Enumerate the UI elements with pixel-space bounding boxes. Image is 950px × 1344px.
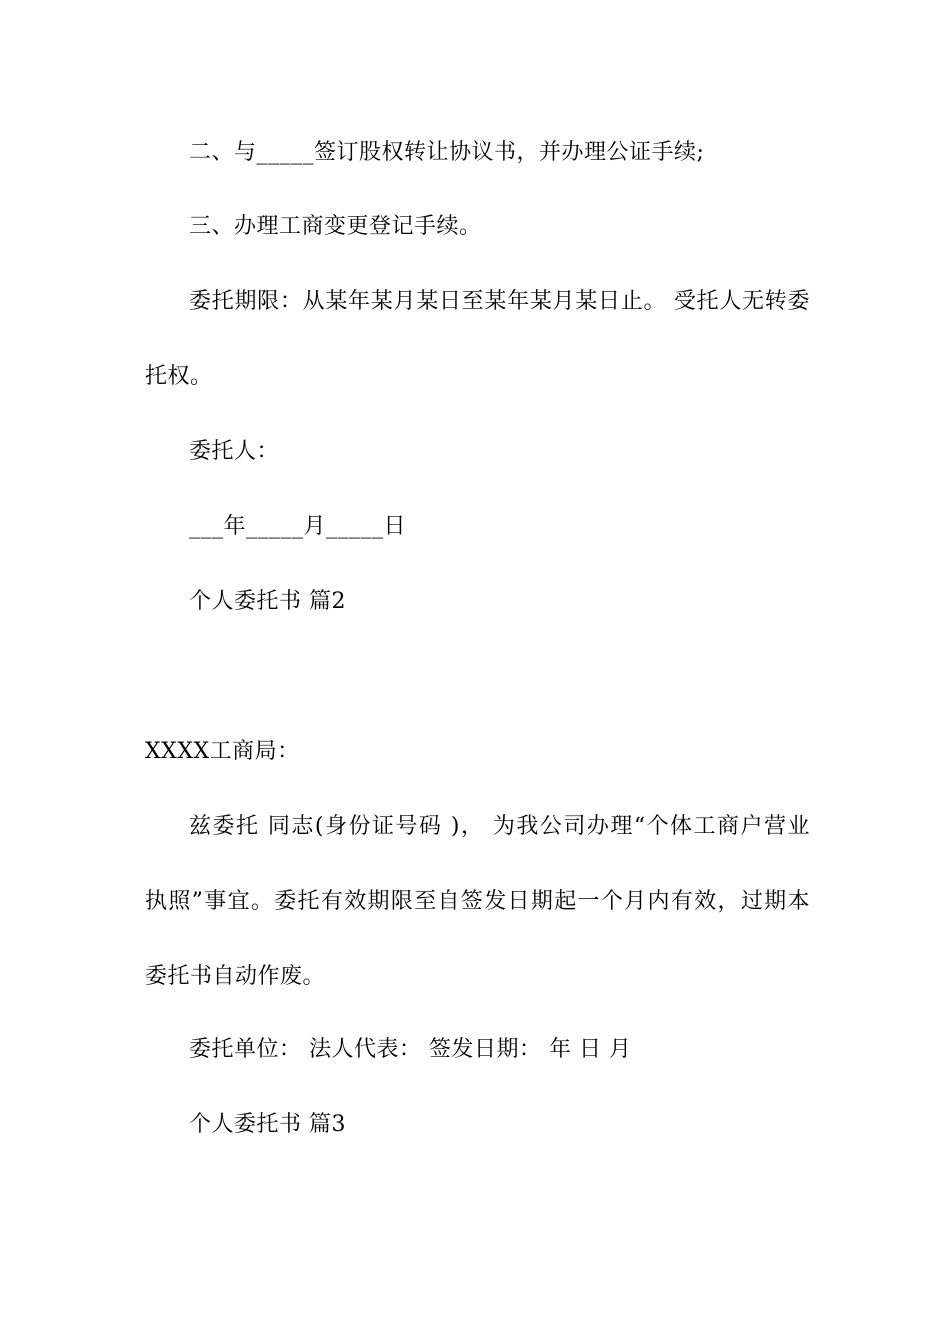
signature-line: 委托单位： 法人代表： 签发日期： 年 日 月 — [189, 1037, 632, 1062]
principal-label: 委托人： — [189, 439, 280, 464]
section-heading-2: 个人委托书 篇2 — [189, 589, 346, 614]
paragraph-term-line-1: 委托期限：从某年某月某日至某年某月某日止。 受托人无转委 — [189, 289, 810, 314]
paragraph-term-line-2: 托权。 — [145, 364, 213, 389]
paragraph-entrust-line-3: 委托书自动作废。 — [145, 964, 326, 989]
paragraph-entrust-line-2: 执照”事宜。委托有效期限至自签发日期起一个月内有效，过期本 — [145, 889, 810, 914]
addressee-line: XXXX工商局： — [145, 739, 300, 764]
paragraph-entrust-line-1: 兹委托 同志(身份证号码 )， 为我公司办理“个体工商户营业 — [189, 814, 810, 839]
date-blank-line: ___年_____月_____日 — [189, 514, 407, 539]
paragraph-item-two: 二、与_____签订股权转让协议书，并办理公证手续; — [189, 140, 705, 165]
paragraph-item-three: 三、办理工商变更登记手续。 — [189, 214, 482, 239]
section-heading-3: 个人委托书 篇3 — [189, 1112, 346, 1137]
